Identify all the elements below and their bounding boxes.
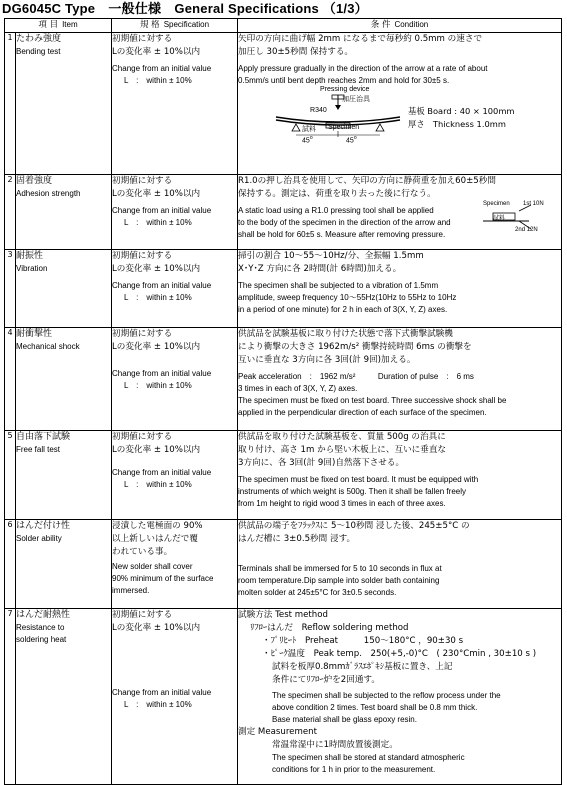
condition-cell: 供試品を試験基板に取り付けた状態で落下式衝撃試験機 により衝撃の大きさ 1962m/s² 衝撃持続時間 6ms の衝撃を 互いに垂直な 3方向に各 3回(計 9回)加える。 Peak acceleration : 1962 m/s² Duration of pulse : 6 ms 3 times in each of 3(X, Y, Z) axes. The specimen must be fixed on test board. Three successive shock shall be applied in the perpendicular direction of each surface of the specimen. xyxy=(238,328,562,431)
second-load-label: 2nd 12N xyxy=(515,227,538,233)
spec-cell: 初期値に対する Lの変化率 ± 10%以内 Change from an initial value L : within ± 10% xyxy=(112,328,238,431)
table-row xyxy=(5,431,562,520)
table-header-row xyxy=(5,19,562,33)
test-method-title: 試験方法 Test method xyxy=(238,610,328,620)
header-spec: 規 格 Specification xyxy=(112,19,238,33)
specimen-label: Specimen xyxy=(328,124,360,131)
table-row xyxy=(5,328,562,431)
measurement-title: 測定 Measurement xyxy=(238,727,317,737)
peak-acceleration: Peak acceleration : 1962 m/s² xyxy=(238,372,356,381)
sample-label: 試料 xyxy=(302,126,317,133)
board-spec: 基板 Board : 40 × 100mm 厚さ Thickness 1.0mm xyxy=(408,106,515,129)
table-row xyxy=(5,175,562,250)
spec-cell: 初期値に対する Lの変化率 ± 10%以内 Change from an initial value L : within ± 10% xyxy=(112,33,238,175)
angle-left-label: 45$^o$ xyxy=(302,135,313,145)
row-number: 2 xyxy=(5,175,16,250)
header-item: 項 目 Item xyxy=(5,19,112,33)
row-number: 5 xyxy=(5,431,16,520)
radius-label: R340 xyxy=(310,107,327,114)
bending-diagram xyxy=(238,87,561,145)
table-row xyxy=(5,609,562,785)
spec-cell: 初期値に対する Lの変化率 ± 10%以内 Change from an initial value L : within ± 10% xyxy=(112,609,238,785)
page-title: DG6045C Type 一般仕様 General Specifications （1/3） xyxy=(2,1,368,16)
peak-temp-line: ・ﾋﾟｰｸ温度 Peak temp. 250(+5,-0)°C ( 230°Cmin , 30±10 s ) xyxy=(262,649,537,659)
spec-cell: 初期値に対する Lの変化率 ± 10%以内 Change from an initial value L : within ± 10% xyxy=(112,175,238,250)
pulse-duration: Duration of pulse : 6 ms xyxy=(377,372,474,381)
item-cell: 固着強度 Adhesion strength xyxy=(16,175,112,250)
table-row xyxy=(5,33,562,175)
spec-cell: 初期値に対する Lの変化率 ± 10%以内 Change from an initial value L : within ± 10% xyxy=(112,431,238,520)
condition-cell: 試験方法 Test method ﾘﾌﾛｰはんだ Reflow soldering method ・ﾌﾟﾘﾋｰﾄ Preheat 150～180°C ，90±30 s ・ﾋﾟｰｸ温度 Peak temp. 250(+5,-0)°C ( 230°Cmin , 30±10 s ) 試料を板厚0.8mmｶﾞﾗｽｴﾎﾟｷｼ基板に置き、上記 条件にてﾘﾌﾛｰ炉を2回通す。 The specimen shall be subjected to the reflow process under the above condition 2 times. Test board shall be 0.8 mm thick. Base material shall be glass epoxy resin. 測定 Measurement 常温常湿中に1時間放置後測定。 The specimen shall be stored at standard atmospheric conditions for 1 h in prior to the measurement. xyxy=(238,609,562,785)
condition-cell: 供試品の端子をﾌﾗｯｸｽに 5～10秒間 浸した後、245±5°C の はんだ槽に 3±0.5秒間 浸す。 Terminals shall be immersed for 5 to 10 seconds in flux at room temperature.Dip sample into solder bath containing molten solder at 245±5°C for 3±0.5 seconds. xyxy=(238,520,562,609)
item-cell: 自由落下試験 Free fall test xyxy=(16,431,112,520)
spec-cell: 初期値に対する Lの変化率 ± 10%以内 Change from an initial value L : within ± 10% xyxy=(112,250,238,328)
jig-label: 加圧治具 xyxy=(342,96,371,103)
adhesion-diagram xyxy=(479,199,551,237)
item-cell: はんだ耐熱性 Resistance to soldering heat xyxy=(16,609,112,785)
pressing-device-label: Pressing device xyxy=(320,86,370,93)
preheat-line: ・ﾌﾟﾘﾋｰﾄ Preheat 150～180°C ，90±30 s xyxy=(262,636,464,646)
spec-cell: 浸漬した電極面の 90% 以上新しいはんだで覆 われている事。 New solder shall cover 90% minimum of the surface immersed. xyxy=(112,520,238,609)
condition-cell: 矢印の方向に曲げ幅 2mm になるまで毎秒約 0.5mm の速さで 加圧し 30±5秒間 保持する。 Apply pressure gradually in the direction of the arrow at a rate of about 0.5mm/s until bent depth reaches 2mm and hold for 30±5 s. Pressing device 加圧治具 R340 試料 Specimen 45$^o$ 45$^o$ 基板 Board : 40 × 100mm 厚さ Thickness 1.0mm xyxy=(238,33,562,175)
condition-cell: 掃引の割合 10～55～10Hz/分、全振幅 1.5mm X･Y･Z 方向に各 2時間(計 6時間)加える。 The specimen shall be subjected to a vibration of 1.5mm amplitude, sweep frequency 10～55Hz(10Hz to 55Hz to 10Hz in a period of one minute) for 2 h in each of 3(X, Y, Z) axes. xyxy=(238,250,562,328)
row-number: 6 xyxy=(5,520,16,609)
row-number: 3 xyxy=(5,250,16,328)
row-number: 4 xyxy=(5,328,16,431)
item-cell: 耐衝撃性 Mechanical shock xyxy=(16,328,112,431)
angle-right-label: 45$^o$ xyxy=(346,135,357,145)
sample-label: 試料 xyxy=(493,216,506,222)
table-row xyxy=(5,520,562,609)
spec-table xyxy=(4,18,562,785)
reflow-title: ﾘﾌﾛｰはんだ Reflow soldering method xyxy=(250,623,409,633)
row-number: 1 xyxy=(5,33,16,175)
table-row xyxy=(5,250,562,328)
item-cell: たわみ強度 Bending test xyxy=(16,33,112,175)
condition-cell: R1.0の押し治具を使用して、矢印の方向に静荷重を加え60±5秒間 保持する。測定は、荷重を取り去った後に行なう。 A static load using a R1.0 pressing tool shall be applied to the body of the specimen in the direction of the arrow and shall be hold for 60±5 s. Measure after removing pressure. Specimen 試料 1st 10N 2nd 12N xyxy=(238,175,562,250)
condition-cell: 供試品を取り付けた試験基板を、質量 500g の治具に 取り付け、高さ 1m から堅い木板上に、互いに垂直な 3方向に、各 3回(計 9回)自然落下させる。 The specimen must be fixed on test board. It must be equipped with instruments of which weight is 500g. Then it shall be fallen freely from 1m height to rigid wood 3 times in each of three axes. xyxy=(238,431,562,520)
item-cell: はんだ付け性 Solder ability xyxy=(16,520,112,609)
row-number: 7 xyxy=(5,609,16,785)
item-cell: 耐振性 Vibration xyxy=(16,250,112,328)
header-condition: 条 件 Condition xyxy=(238,19,562,33)
specimen-label: Specimen xyxy=(483,201,510,207)
first-load-label: 1st 10N xyxy=(523,201,544,207)
